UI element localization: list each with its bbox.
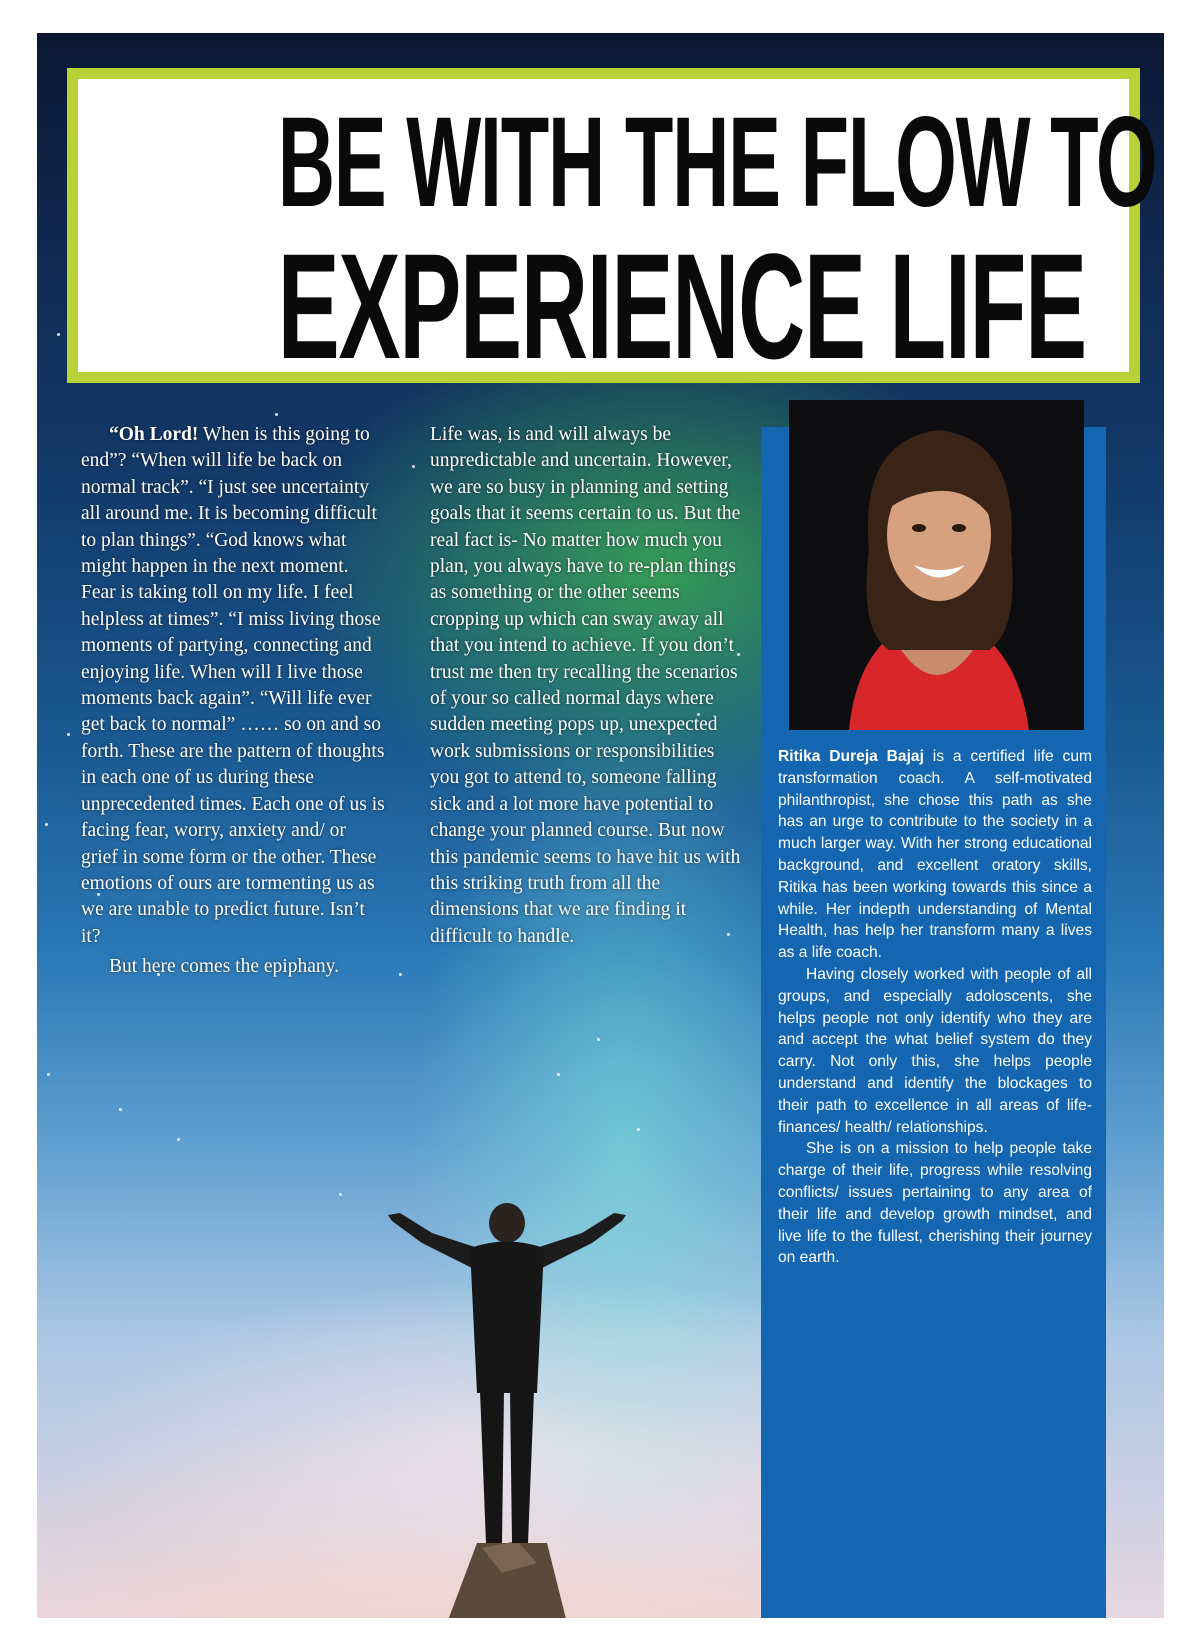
author-name: Ritika Dureja Bajaj xyxy=(778,748,924,765)
author-photo xyxy=(789,400,1084,730)
headline-line-2: EXPERIENCE LIFE xyxy=(277,222,1086,390)
article-paragraph-epiphany: But here comes the epiphany. xyxy=(109,956,339,978)
article-paragraph-text: When is this going to end”? “When will life be back on normal track”. “I just see uncertainty all around me. It is becoming difficult to plan things”. “God knows what might happen in the next moment. Fear is taking toll on my life. I feel helpless at times”. “I miss living those moments of partying, connecting and enjoying life. When will I live those moments back again”. “Will life ever get back to normal” …… so on and so forth. These are the pattern of thoughts in each one of us during these unprecedented times. Each one of us is facing fear, worry, anxiety and/ or grief in some form or the other. These emotions of ours are tormenting us as we are unable to predict future. Isn’t it? xyxy=(81,424,385,947)
bio-paragraph: Having closely worked with people of all groups, and especially adoloscents, she helps people not only identify who they are and accept the what belief system do they carry. Not only this, she helps people understand and identify the blockages to their path to excellence in all areas of life- finances/ health/ relationships. xyxy=(778,965,1092,1136)
article-column-middle xyxy=(430,422,748,950)
bio-paragraph xyxy=(778,746,1092,964)
headline-box xyxy=(67,68,1157,390)
author-bio xyxy=(778,746,1092,1269)
article-column-left xyxy=(81,422,386,981)
bio-paragraph-text: is a certified life cum transformation coach. A self-motivated philanthropist, she chose this path as she has an urge to contribute to the society in a much larger way. With her strong educational background, and excellent oratory skills, Ritika has been working towards this since a while. Her indepth understanding of Mental Health, has help her transform many a lives as a life coach. xyxy=(778,748,1093,962)
headline-line-1: BE WITH THE FLOW TO xyxy=(277,91,1157,234)
man-on-rock-illustration xyxy=(352,1123,662,1618)
opening-exclamation: “Oh Lord! xyxy=(109,424,199,445)
bio-paragraph: She is on a mission to help people take charge of their life, progress while resolving conflicts/ issues pertaining to any area of their life and develop growth mindset, and live life to the fullest, cherishing their journey on earth. xyxy=(778,1140,1092,1267)
article-paragraph: Life was, is and will always be unpredictable and uncertain. However, we are so busy in planning and setting goals that it seems certain to us. But the real fact is- No matter how much you plan, you always have to re-plan things as something or the other seems cropping up which can sway away all that you intend to achieve. If you don’t trust me then try recalling the scenarios of your so called normal days where sudden meeting pops up, unexpected work submissions or responsibilities you got to attend to, someone falling sick and a lot more have potential to change your planned course. But now this pandemic seems to have hit us with this striking truth from all the dimensions that we are finding it difficult to handle. xyxy=(430,424,741,947)
article-paragraph xyxy=(81,422,386,950)
magazine-page xyxy=(37,33,1164,1618)
